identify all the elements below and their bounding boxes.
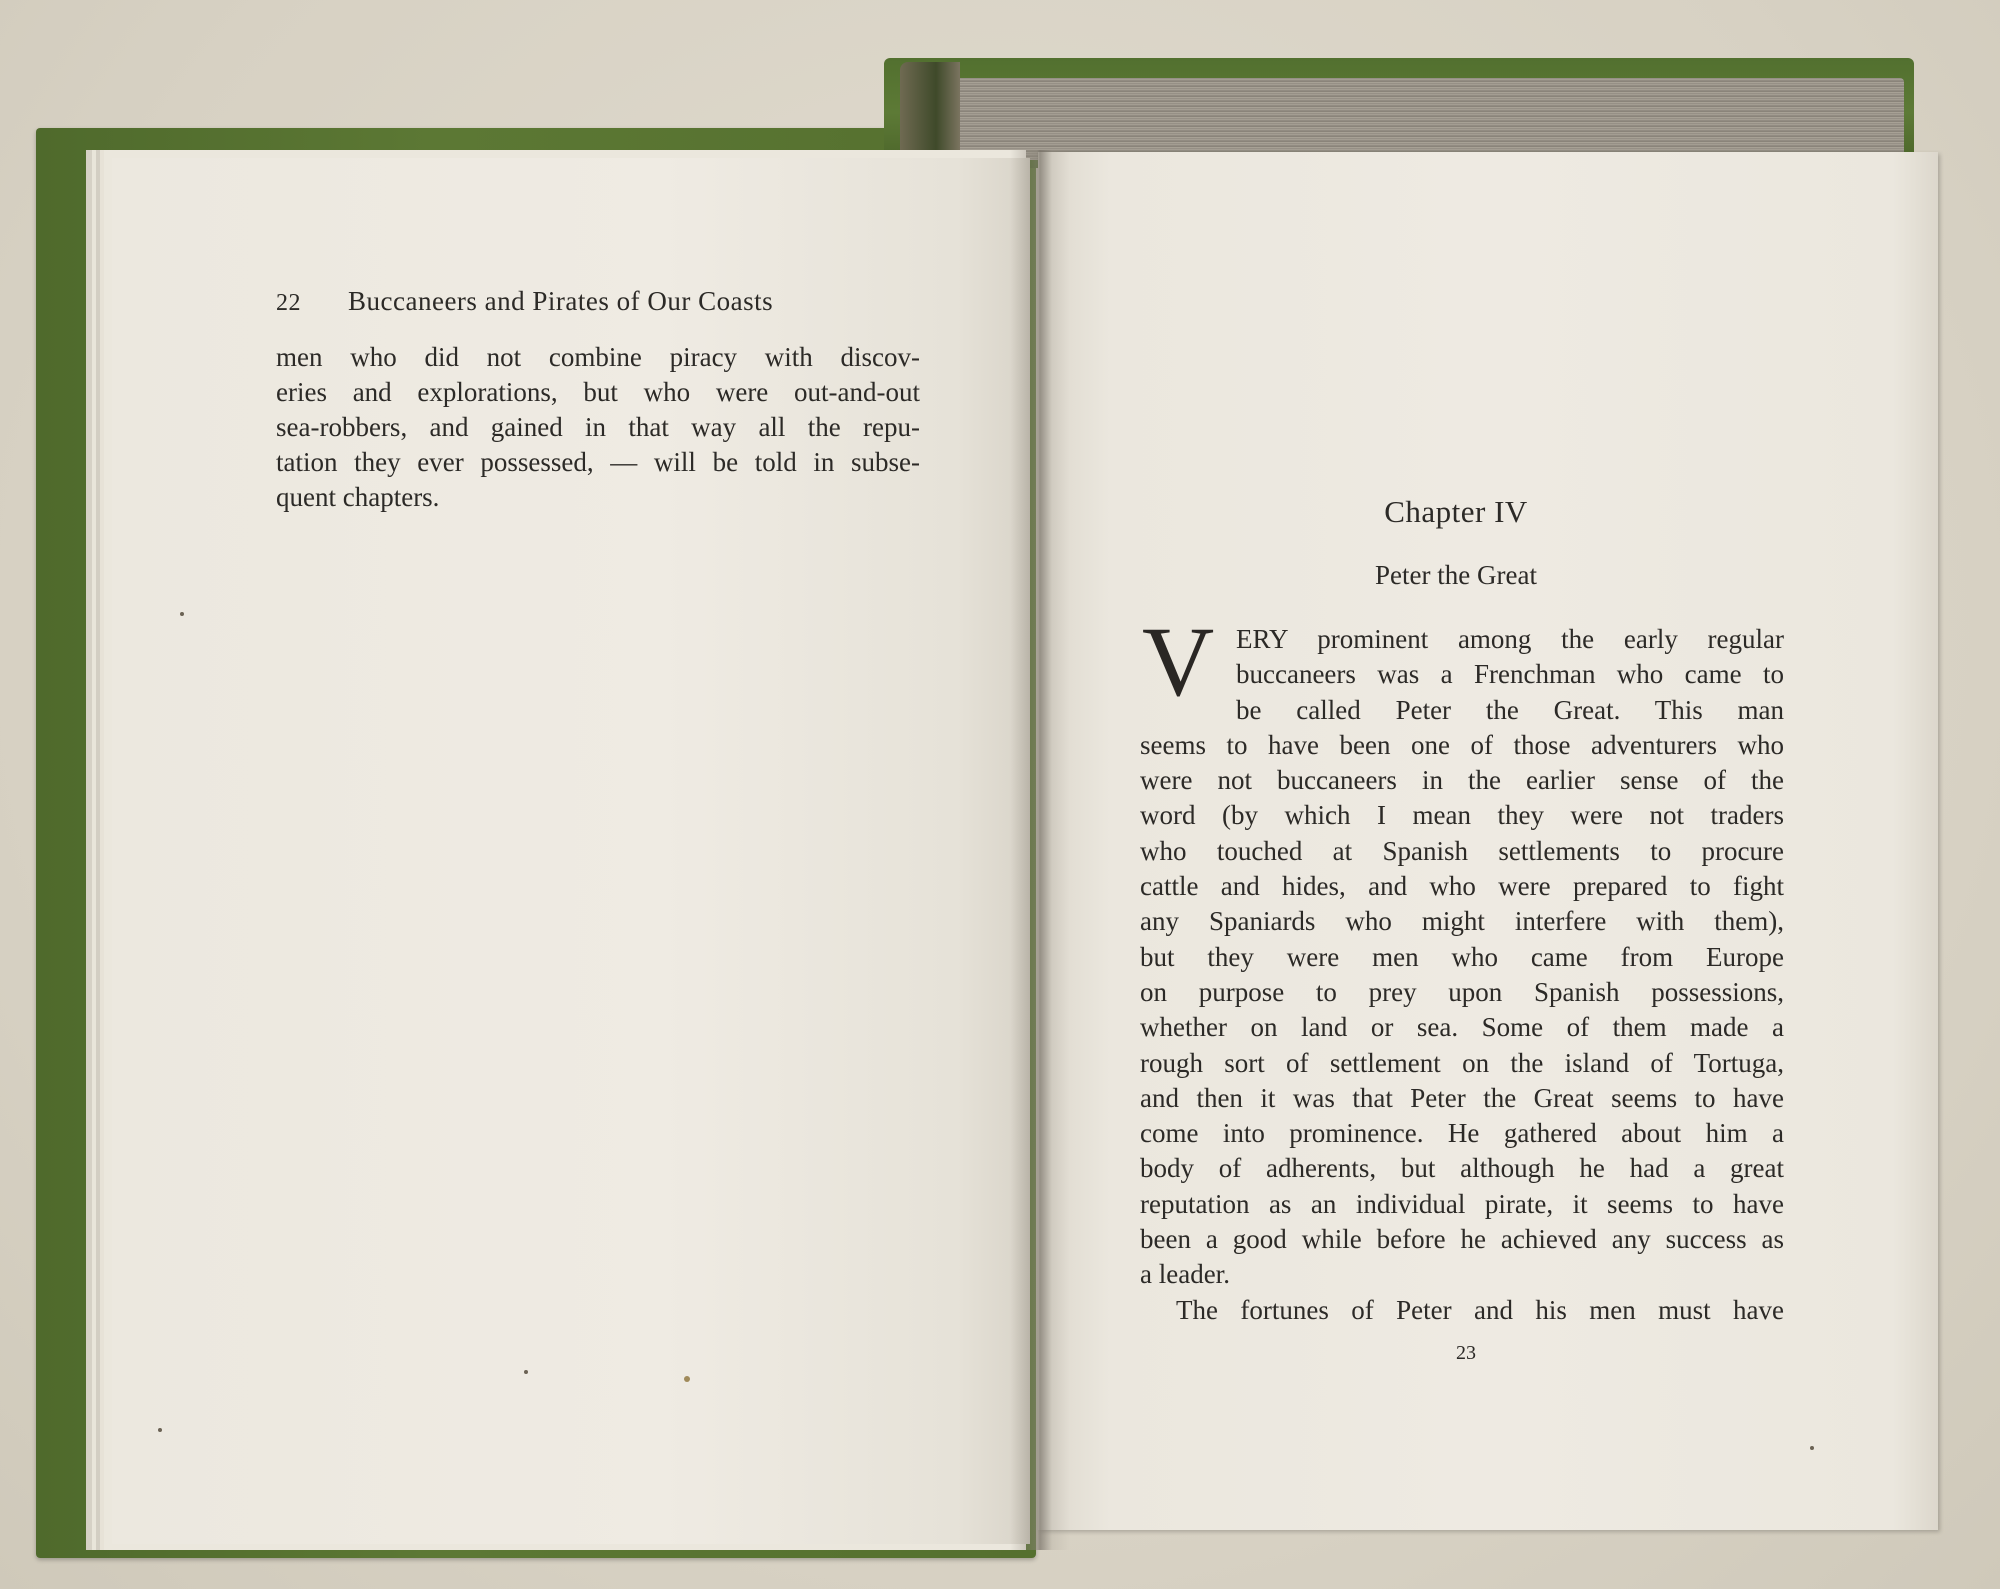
- text-line: who touched at Spanish settlements to procure: [1140, 835, 1784, 866]
- text-line: a leader.: [1140, 1259, 1230, 1290]
- text-line: quent chapters.: [276, 482, 440, 512]
- drop-cap: V: [1142, 606, 1215, 717]
- text-line: sea-robbers, and gained in that way all the repu-: [276, 412, 920, 442]
- text-line: ERY prominent among the early regular: [1236, 624, 1784, 654]
- right-page-body: [1140, 622, 1784, 1328]
- book-gutter: [1010, 150, 1070, 1550]
- left-page-body: [276, 340, 920, 515]
- running-head-title: Buccaneers and Pirates of Our Coasts: [348, 286, 774, 316]
- chapter-subtitle: Peter the Great: [1375, 560, 1537, 590]
- left-page-number: 22: [276, 290, 301, 316]
- text-line: buccaneers was a Frenchman who came to: [1236, 659, 1784, 690]
- right-page-number: 23: [1456, 1342, 1476, 1364]
- text-line: were not buccaneers in the earlier sense of the: [1140, 765, 1784, 796]
- paper-speck: [684, 1376, 690, 1382]
- chapter-title: Chapter IV: [1384, 494, 1528, 529]
- text-line: eries and explorations, but who were out-and-out: [276, 377, 920, 407]
- text-line: body of adherents, but although he had a great: [1140, 1153, 1784, 1184]
- text-line: on purpose to prey upon Spanish possessions,: [1140, 976, 1784, 1007]
- text-line: rough sort of settlement on the island of Tortuga,: [1140, 1047, 1784, 1078]
- text-line: been a good while before he achieved any success as: [1140, 1224, 1784, 1255]
- text-line: cattle and hides, and who were prepared to fight: [1140, 871, 1784, 902]
- paper-speck: [1810, 1446, 1814, 1450]
- text-line: men who did not combine piracy with discov-: [276, 342, 920, 372]
- text-line: and then it was that Peter the Great seems to have: [1140, 1082, 1784, 1113]
- paper-speck: [180, 612, 184, 616]
- paper-speck: [158, 1428, 162, 1432]
- running-head: [276, 286, 916, 317]
- text-line: come into prominence. He gathered about him a: [1140, 1118, 1784, 1149]
- book-spine: [900, 62, 960, 152]
- text-line: The fortunes of Peter and his men must have: [1176, 1294, 1784, 1325]
- text-line: but they were men who came from Europe: [1140, 941, 1784, 972]
- text-line: tation they ever possessed, — will be told in subse-: [276, 447, 920, 477]
- text-line: any Spaniards who might interfere with them),: [1140, 906, 1784, 937]
- text-line: reputation as an individual pirate, it seems to have: [1140, 1188, 1784, 1219]
- text-line: whether on land or sea. Some of them made a: [1140, 1012, 1784, 1043]
- text-line: word (by which I mean they were not traders: [1140, 800, 1784, 831]
- page-edges: [944, 78, 1904, 160]
- text-line: seems to have been one of those adventurers who: [1140, 729, 1784, 760]
- paper-speck: [524, 1370, 528, 1374]
- text-line: be called Peter the Great. This man: [1236, 694, 1784, 725]
